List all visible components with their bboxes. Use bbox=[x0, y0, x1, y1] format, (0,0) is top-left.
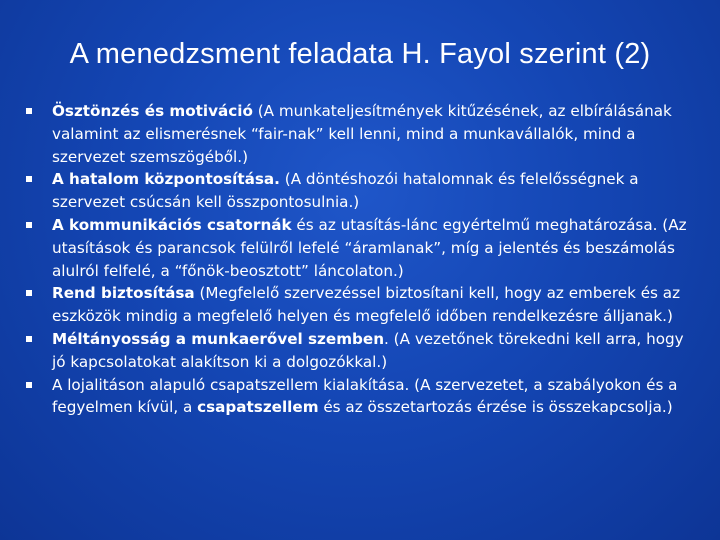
item-text: (A munkateljesítmények kitűzésének, az elbírálásának valamint az elismerésnek “fair-nak” kell lenni, mind a munkavállalók, mind a szervezet szemszögéből.) bbox=[52, 102, 672, 166]
slide-title: A menedzsment feladata H. Fayol szerint (2) bbox=[69, 38, 651, 70]
item-text: és az utasítás-lánc egyértelmű meghatározása. (Az utasítások és parancsok felülről lefelé “áramlanak”, míg a jelentés és beszámolás alulról felfelé, a “főnök-beosztott” láncolaton.) bbox=[52, 215, 687, 280]
list-item bbox=[20, 282, 700, 328]
square-bullet-icon bbox=[26, 222, 32, 228]
item-heading: Rend biztosítása bbox=[52, 284, 195, 303]
square-bullet-icon bbox=[26, 176, 32, 182]
list-item bbox=[20, 100, 700, 168]
square-bullet-icon bbox=[26, 382, 32, 388]
square-bullet-icon bbox=[26, 290, 32, 296]
square-bullet-icon bbox=[26, 108, 32, 114]
item-text: (A döntéshozói hatalomnak és felelősségnek a szervezet csúcsán kell összpontosulnia.) bbox=[52, 170, 639, 212]
item-text: és az összetartozás érzése is összekapcsolja.) bbox=[318, 398, 673, 417]
item-heading: Méltányosság a munkaerővel szemben bbox=[52, 329, 385, 348]
item-text-pre: A lojalitáson alapuló csapatszellem kialakítása. (A szervezetet, a szabályokon és a fegyelmen kívül, a bbox=[52, 375, 678, 417]
bullet-list bbox=[20, 100, 700, 419]
list-item bbox=[20, 168, 700, 214]
list-item bbox=[20, 374, 700, 420]
item-heading: A kommunikációs csatornák bbox=[52, 215, 292, 234]
item-heading: Ösztönzés és motiváció bbox=[52, 102, 253, 120]
square-bullet-icon bbox=[26, 336, 32, 342]
item-text: . (A vezetőnek törekedni kell arra, hogy jó kapcsolatokat alakítson ki a dolgozókkal.) bbox=[52, 329, 684, 371]
item-heading: A hatalom központosítása. bbox=[52, 170, 280, 189]
list-item bbox=[20, 214, 700, 282]
item-heading: csapatszellem bbox=[197, 398, 319, 417]
list-item bbox=[20, 328, 700, 374]
item-text: (Megfelelő szervezéssel biztosítani kell, hogy az emberek és az eszközök mindig a megfelelő helyen és megfelelő időben rendelkezésre álljanak.) bbox=[52, 284, 681, 326]
